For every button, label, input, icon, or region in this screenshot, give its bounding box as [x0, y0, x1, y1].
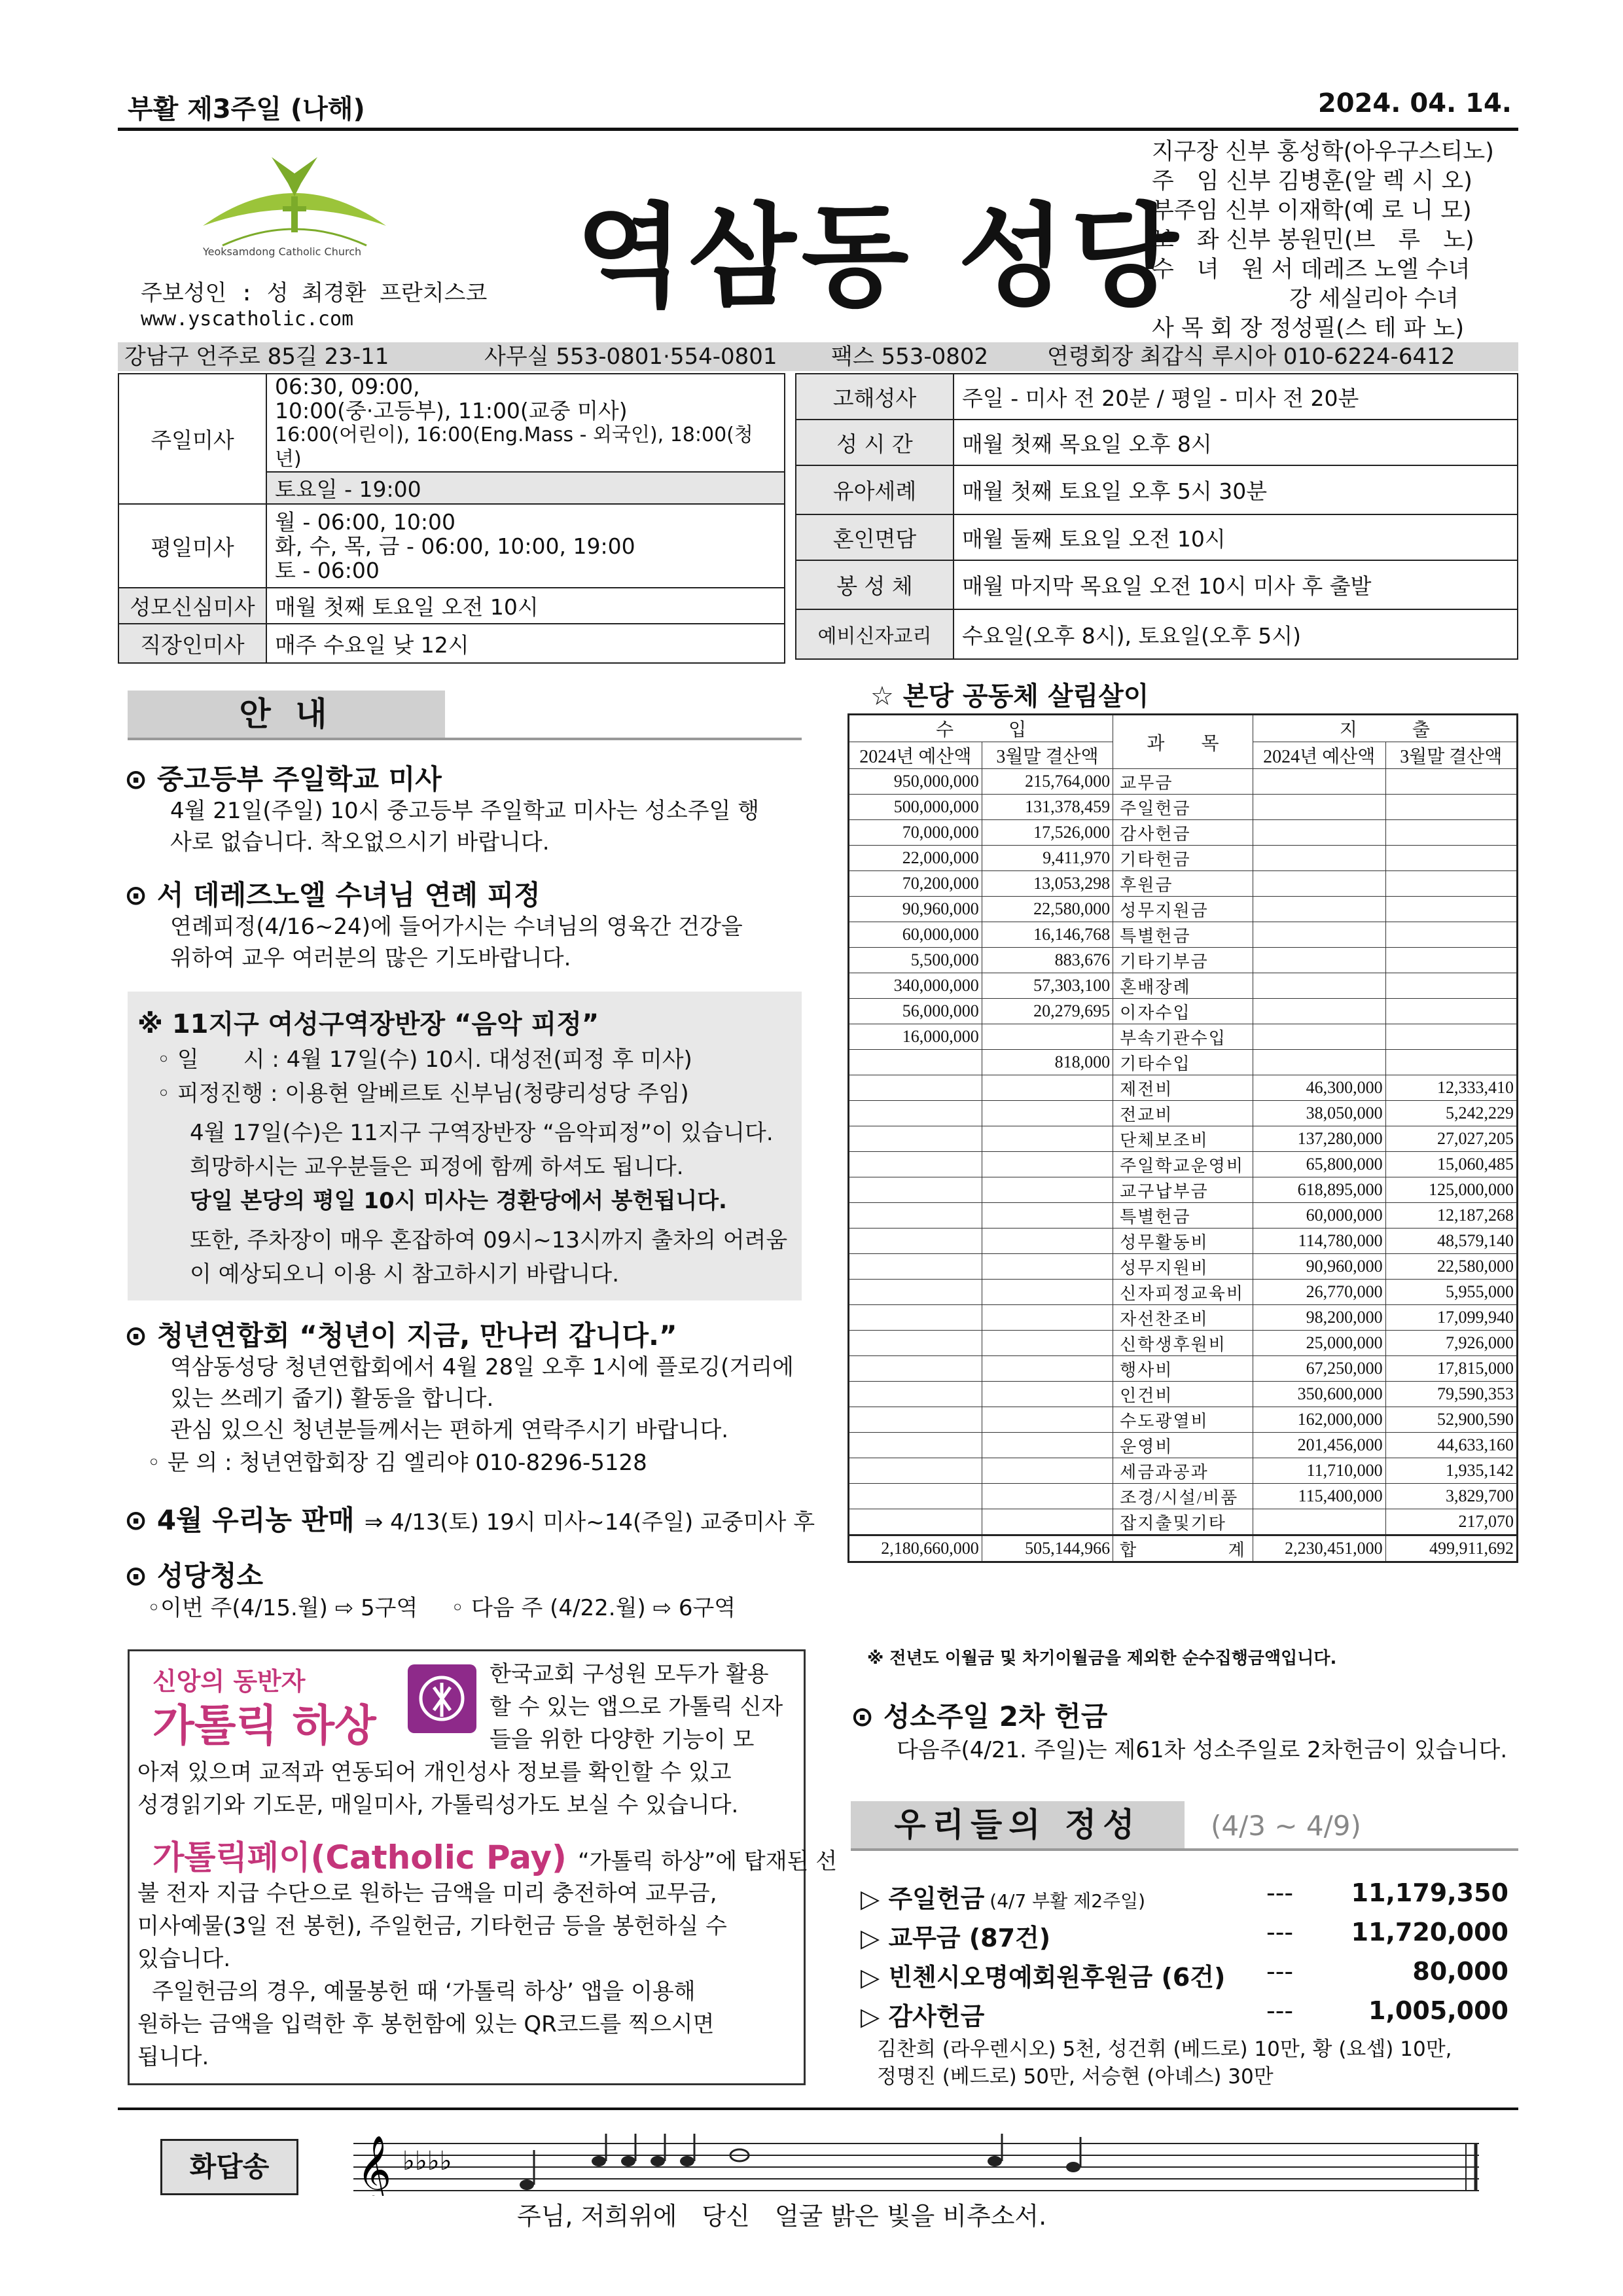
finance-amount	[982, 1458, 1113, 1484]
finance-subject: 성무지원비	[1113, 1254, 1253, 1280]
finance-amount: 1,935,142	[1385, 1458, 1517, 1484]
svg-text:𝄞: 𝄞	[357, 2135, 392, 2196]
finance-subject: 기타헌금	[1113, 846, 1253, 871]
finance-amount	[849, 1075, 982, 1101]
finance-amount	[849, 1484, 982, 1509]
finance-amount: 90,960,000	[849, 897, 982, 922]
response-lyrics: 주님, 저희위에 당신 얼굴 밝은 빛을 비추소서.	[517, 2202, 1047, 2231]
finance-amount: 215,764,000	[982, 769, 1113, 795]
staff-line: 강 세실리아 수녀	[1289, 286, 1459, 312]
finance-subject: 조경/시설/비품	[1113, 1484, 1253, 1509]
finance-amount: 17,815,000	[1385, 1356, 1517, 1382]
finance-amount: 65,800,000	[1253, 1152, 1385, 1177]
finance-amount	[982, 1331, 1113, 1356]
finance-subject: 행사비	[1113, 1356, 1253, 1382]
offering-list	[861, 1878, 1508, 2090]
finance-amount: 500,000,000	[849, 795, 982, 820]
total-cell: 2,230,451,000	[1253, 1535, 1385, 1562]
finance-amount: 340,000,000	[849, 973, 982, 999]
finance-amount: 22,580,000	[982, 897, 1113, 922]
finance-amount	[982, 1126, 1113, 1152]
finance-amount: 950,000,000	[849, 769, 982, 795]
finance-subject: 신자피정교육비	[1113, 1280, 1253, 1305]
finance-amount: 70,000,000	[849, 820, 982, 846]
notice-title: ⊙ 서 데레즈노엘 수녀님 연례 피정	[124, 879, 541, 911]
finance-amount	[1253, 1509, 1385, 1535]
staff-list	[1152, 137, 1494, 344]
notice-rule	[128, 738, 802, 740]
response-psalm-label: 화답송	[160, 2139, 298, 2195]
finance-subject: 주일헌금	[1113, 795, 1253, 820]
finance-row	[849, 1254, 1518, 1280]
finance-subject: 인건비	[1113, 1382, 1253, 1407]
finance-amount: 162,000,000	[1253, 1407, 1385, 1433]
sacrament-label: 성 시 간	[796, 420, 954, 465]
finance-amount: 79,590,353	[1385, 1382, 1517, 1407]
finance-row	[849, 948, 1518, 973]
sacrament-value: 매월 첫째 토요일 오후 5시 30분	[954, 465, 1518, 514]
subject-header: 과 목	[1113, 715, 1253, 769]
app-icon[interactable]	[408, 1664, 476, 1733]
finance-row	[849, 973, 1518, 999]
finance-amount: 13,053,298	[982, 871, 1113, 897]
sacrament-label: 유아세례	[796, 465, 954, 514]
office-phone: 사무실 553-0801·554-0801	[484, 344, 777, 370]
offering-period: (4/3 ~ 4/9)	[1211, 1810, 1361, 1842]
retreat-body: 4월 17일(수)은 11지구 구역장반장 “음악피정”이 있습니다. 희망하시는 교우분들은 피정에 함께 하셔도 됩니다. 당일 본당의 평일 10시 미사는 경환당에서 봉헌됩니다. 또한, 주차장이 매우 혼잡하여 09시~13시까지 출차의 어려움 이 예상되오니 이용 시 참고하시기 바랍니다.	[190, 1120, 788, 1287]
notice-body: 4월 21일(주일) 10시 중고등부 주일학교 미사는 성소주일 행 사로 없습니다. 착오없으시기 바랍니다.	[170, 798, 760, 855]
finance-amount: 20,279,695	[982, 999, 1113, 1024]
sacrament-value: 매월 첫째 목요일 오후 8시	[954, 420, 1518, 465]
finance-row	[849, 1356, 1518, 1382]
finance-amount	[982, 1433, 1113, 1458]
fax: 팩스 553-0802	[831, 344, 989, 370]
finance-amount	[982, 1509, 1113, 1535]
sacrament-label: 예비신자교리	[796, 609, 954, 659]
finance-amount	[1385, 820, 1517, 846]
finance-row	[849, 846, 1518, 871]
finance-amount	[1385, 999, 1517, 1024]
finance-amount	[849, 1382, 982, 1407]
youth-contact: ◦ 문 의 : 청년연합회장 김 엘리야 010-8296-5128	[147, 1450, 647, 1476]
finance-amount	[1385, 769, 1517, 795]
retreat-details: ◦ 일 시 : 4월 17일(수) 10시. 대성전(피정 후 미사) ◦ 피정진행 : 이용현 알베르토 신부님(청량리성당 주임)	[157, 1047, 692, 1107]
total-label: 합 계	[1113, 1535, 1253, 1562]
finance-subject: 신학생후원비	[1113, 1331, 1253, 1356]
finance-amount	[1253, 948, 1385, 973]
finance-amount	[1385, 846, 1517, 871]
finance-row	[849, 1152, 1518, 1177]
finance-amount: 125,000,000	[1385, 1177, 1517, 1203]
music-staff	[353, 2130, 1479, 2196]
finance-amount: 12,333,410	[1385, 1075, 1517, 1101]
offering-row: ▷ 주일헌금 (4/7 부활 제2주일) --- 11,179,350	[861, 1878, 1508, 1913]
finance-amount: 70,200,000	[849, 871, 982, 897]
finance-subject: 자선찬조비	[1113, 1305, 1253, 1331]
staff-line: 부주임 신부 이재학(예 로 니 모)	[1152, 198, 1472, 224]
sacrament-label: 혼인면담	[796, 514, 954, 560]
finance-subject: 감사헌금	[1113, 820, 1253, 846]
sacrament-label: 봉 성 체	[796, 560, 954, 609]
finance-amount: 350,600,000	[1253, 1382, 1385, 1407]
finance-amount: 67,250,000	[1253, 1356, 1385, 1382]
finance-row	[849, 1203, 1518, 1229]
vocation-text: 다음주(4/21. 주일)는 제61차 성소주일로 2차헌금이 있습니다.	[897, 1737, 1508, 1763]
finance-amount	[1385, 897, 1517, 922]
sunday-mass-times: 06:30, 09:00, 10:00(중·고등부), 11:00(교중 미사) 16:00(어린이), 16:00(Eng.Mass - 외국인), 18:00(청년)	[266, 374, 785, 472]
finance-row	[849, 999, 1518, 1024]
youth-body: 역삼동성당 청년연합회에서 4월 28일 오후 1시에 플로깅(거리에 있는 쓰레기 줍기) 활동을 합니다. 관심 있으신 청년분들께서는 편하게 연락주시기 바랍니다.	[170, 1354, 794, 1443]
expense-actual-header: 3월말 결산액	[1385, 742, 1517, 769]
total-cell: 2,180,660,000	[849, 1535, 982, 1562]
finance-amount	[1253, 922, 1385, 948]
finance-amount: 52,900,590	[1385, 1407, 1517, 1433]
finance-amount: 17,099,940	[1385, 1305, 1517, 1331]
finance-subject: 이자수입	[1113, 999, 1253, 1024]
finance-amount	[849, 1126, 982, 1152]
finance-amount	[982, 1152, 1113, 1177]
vocation-title: ⊙ 성소주일 2차 헌금	[851, 1700, 1108, 1732]
finance-amount: 131,378,459	[982, 795, 1113, 820]
finance-amount	[849, 1509, 982, 1535]
finance-row	[849, 922, 1518, 948]
offering-row: ▷ 감사헌금 --- 1,005,000	[861, 1996, 1508, 2031]
finance-subject: 세금과공과	[1113, 1458, 1253, 1484]
finance-row	[849, 1229, 1518, 1254]
logo-text: Yeoksamdong Catholic Church	[203, 245, 362, 258]
chi-rho-icon	[408, 1664, 476, 1733]
finance-amount: 25,000,000	[1253, 1331, 1385, 1356]
marian-mass: 매월 첫째 토요일 오전 10시	[266, 588, 785, 624]
youth-title: ⊙ 청년연합회 “청년이 지금, 만나러 갑니다.”	[124, 1319, 677, 1352]
finance-row	[849, 1509, 1518, 1535]
income-actual-header: 3월말 결산액	[982, 742, 1113, 769]
donor-list: 김찬희 (라우렌시오) 5천, 성건휘 (베드로) 10만, 황 (요셉) 10만, 정명진 (베드로) 50만, 서승현 (아녜스) 30만	[877, 2037, 1452, 2089]
finance-amount: 7,926,000	[1385, 1331, 1517, 1356]
finance-amount: 46,300,000	[1253, 1075, 1385, 1101]
finance-subject: 부속기관수입	[1113, 1024, 1253, 1050]
finance-amount	[849, 1101, 982, 1126]
finance-amount	[849, 1229, 982, 1254]
finance-subject: 운영비	[1113, 1433, 1253, 1458]
finance-amount: 5,955,000	[1385, 1280, 1517, 1305]
finance-amount: 9,411,970	[982, 846, 1113, 871]
finance-amount: 11,710,000	[1253, 1458, 1385, 1484]
finance-row	[849, 1101, 1518, 1126]
finance-row	[849, 1177, 1518, 1203]
finance-amount	[1385, 1050, 1517, 1075]
finance-amount: 38,050,000	[1253, 1101, 1385, 1126]
finance-amount	[1385, 1024, 1517, 1050]
offering-row: ▷ 빈첸시오명예회원후원금 (6건) --- 80,000	[861, 1957, 1508, 1992]
finance-amount: 57,303,100	[982, 973, 1113, 999]
finance-amount	[982, 1280, 1113, 1305]
finance-row	[849, 1433, 1518, 1458]
finance-amount	[849, 1331, 982, 1356]
retreat-box	[128, 992, 802, 1300]
finance-amount	[982, 1382, 1113, 1407]
finance-subject: 후원금	[1113, 871, 1253, 897]
finance-amount	[1253, 973, 1385, 999]
finance-amount: 60,000,000	[1253, 1203, 1385, 1229]
finance-amount	[982, 1229, 1113, 1254]
offering-row: ▷ 교무금 (87건) --- 11,720,000	[861, 1918, 1508, 1952]
finance-subject: 성무활동비	[1113, 1229, 1253, 1254]
finance-amount	[1253, 871, 1385, 897]
finance-subject: 제전비	[1113, 1075, 1253, 1101]
app-desc: 아져 있으며 교적과 연동되어 개인성사 정보를 확인할 수 있고 성경읽기와 기도문, 매일미사, 가톨릭성가도 보실 수 있습니다.	[137, 1759, 739, 1818]
staff-line: 사 목 회 장 정성필(스 테 파 노)	[1152, 315, 1465, 342]
finance-amount	[1385, 948, 1517, 973]
finance-amount	[1253, 1024, 1385, 1050]
finance-amount: 26,770,000	[1253, 1280, 1385, 1305]
offering-rule	[851, 1848, 1518, 1851]
marian-mass-label: 성모신심미사	[118, 588, 266, 624]
sacrament-value: 주일 - 미사 전 20분 / 평일 - 미사 전 20분	[954, 374, 1518, 420]
finance-amount: 60,000,000	[849, 922, 982, 948]
finance-amount	[1253, 1050, 1385, 1075]
finance-note: ※ 전년도 이월금 및 차기이월금을 제외한 순수집행금액입니다.	[867, 1649, 1337, 1668]
finance-amount: 818,000	[982, 1050, 1113, 1075]
finance-amount: 48,579,140	[1385, 1229, 1517, 1254]
sacrament-value: 매월 둘째 토요일 오전 10시	[954, 514, 1518, 560]
finance-table	[847, 713, 1518, 1563]
finance-row	[849, 871, 1518, 897]
sacrament-label: 고해성사	[796, 374, 954, 420]
finance-amount	[849, 1433, 982, 1458]
address-bar	[118, 342, 1518, 371]
total-cell: 499,911,692	[1385, 1535, 1517, 1562]
expense-budget-header: 2024년 예산액	[1253, 742, 1385, 769]
finance-subject: 기타수입	[1113, 1050, 1253, 1075]
finance-amount	[849, 1280, 982, 1305]
finance-subject: 성무지원금	[1113, 897, 1253, 922]
finance-row	[849, 1280, 1518, 1305]
finance-amount: 618,895,000	[1253, 1177, 1385, 1203]
finance-row	[849, 1075, 1518, 1101]
notice-title: ⊙ 중고등부 주일학교 미사	[124, 763, 442, 795]
finance-amount	[1253, 846, 1385, 871]
liturgical-day: 부활 제3주일 (나해)	[128, 94, 365, 124]
sacrament-value: 수요일(오후 8시), 토요일(오후 5시)	[954, 609, 1518, 659]
finance-row	[849, 1331, 1518, 1356]
app-promo-box	[128, 1649, 838, 2085]
income-header: 수 입	[849, 715, 1113, 742]
finance-row	[849, 820, 1518, 846]
finance-amount	[1253, 897, 1385, 922]
finance-amount	[982, 1484, 1113, 1509]
sacrament-table	[795, 373, 1518, 660]
finance-amount: 12,187,268	[1385, 1203, 1517, 1229]
finance-subject: 잡지출및기타	[1113, 1509, 1253, 1535]
weekday-mass-label: 평일미사	[118, 504, 266, 588]
offering-heading: 우리들의 정성	[851, 1801, 1185, 1848]
total-cell: 505,144,966	[982, 1535, 1113, 1562]
finance-amount	[982, 1024, 1113, 1050]
app-tag: 신앙의 동반자	[152, 1667, 306, 1696]
sunday-mass-label: 주일미사	[118, 374, 266, 504]
finance-row	[849, 769, 1518, 795]
finance-amount	[1253, 795, 1385, 820]
finance-amount: 5,500,000	[849, 948, 982, 973]
farm-notice: ⊙ 4월 우리농 판매 ⇒ 4/13(토) 19시 미사~14(주일) 교중미사 후	[124, 1504, 815, 1536]
federation-contact: 연령회장 최갑식 루시아 010-6224-6412	[1047, 344, 1455, 370]
finance-amount: 201,456,000	[1253, 1433, 1385, 1458]
finance-row	[849, 1305, 1518, 1331]
weekday-mass-times: 월 - 06:00, 10:00 화, 수, 목, 금 - 06:00, 10:00, 19:00 토 - 06:00	[266, 504, 785, 588]
finance-amount	[982, 1101, 1113, 1126]
finance-row	[849, 1050, 1518, 1075]
finance-row	[849, 1458, 1518, 1484]
finance-amount: 22,580,000	[1385, 1254, 1517, 1280]
finance-amount	[982, 1407, 1113, 1433]
finance-row	[849, 1382, 1518, 1407]
finance-amount	[982, 1075, 1113, 1101]
cleaning-title: ⊙ 성당청소	[124, 1560, 264, 1592]
pay-heading: 가톨릭페이(Catholic Pay) “가톨릭 하상”에 탑재된 선	[152, 1839, 838, 1876]
finance-amount: 98,200,000	[1253, 1305, 1385, 1331]
finance-amount	[1253, 769, 1385, 795]
income-budget-header: 2024년 예산액	[849, 742, 982, 769]
staff-line: 지구장 신부 홍성학(아우구스티노)	[1152, 139, 1494, 165]
worker-mass: 매주 수요일 낮 12시	[266, 624, 785, 663]
finance-amount: 16,000,000	[849, 1024, 982, 1050]
finance-amount	[849, 1407, 982, 1433]
finance-amount	[982, 1254, 1113, 1280]
church-logo	[196, 147, 393, 272]
music-notes-icon	[353, 2130, 1479, 2196]
notice-heading: 안 내	[128, 691, 445, 738]
finance-amount: 16,146,768	[982, 922, 1113, 948]
finance-amount: 22,000,000	[849, 846, 982, 871]
finance-row	[849, 1126, 1518, 1152]
finance-amount	[1385, 871, 1517, 897]
finance-amount: 90,960,000	[1253, 1254, 1385, 1280]
finance-amount	[849, 1305, 982, 1331]
finance-amount	[1253, 999, 1385, 1024]
staff-line: 보 좌 신부 봉원민(브 루 노)	[1152, 227, 1474, 253]
finance-subject: 기타기부금	[1113, 948, 1253, 973]
worker-mass-label: 직장인미사	[118, 624, 266, 663]
finance-subject: 특별헌금	[1113, 922, 1253, 948]
finance-rows	[849, 769, 1518, 1535]
finance-heading: ☆ 본당 공동체 살림살이	[870, 681, 1149, 711]
finance-subject: 혼배장례	[1113, 973, 1253, 999]
retreat-title: ※ 11지구 여성구역장반장 “음악 피정”	[137, 1009, 599, 1039]
finance-amount: 3,829,700	[1385, 1484, 1517, 1509]
finance-amount	[982, 1177, 1113, 1203]
church-name: 역삼동 성당	[576, 192, 1184, 322]
sacrament-value: 매월 마지막 목요일 오전 10시 미사 후 출발	[954, 560, 1518, 609]
finance-subject: 단체보조비	[1113, 1126, 1253, 1152]
finance-subject: 수도광열비	[1113, 1407, 1253, 1433]
finance-amount	[1385, 795, 1517, 820]
pay-desc: 불 전자 지급 수단으로 원하는 금액을 미리 충전하여 교무금, 미사예물(3일 전 봉헌), 주일헌금, 기타헌금 등을 봉헌하실 수 있습니다. 주일헌금의 경우, 예물봉헌 때 ‘가톨릭 하상’ 앱을 이용해 원하는 금액을 입력한 후 봉헌함에 있는 QR코드를 찍으시면 됩니다.	[137, 1880, 727, 2070]
address: 강남구 언주로 85길 23-11	[124, 344, 389, 370]
app-name: 가톨릭 하상	[152, 1700, 376, 1751]
finance-amount: 137,280,000	[1253, 1126, 1385, 1152]
staff-line: 수 녀 원 서 데레즈 노엘 수녀	[1152, 257, 1471, 283]
svg-text:♭♭♭♭: ♭♭♭♭	[402, 2146, 452, 2176]
finance-amount	[982, 1356, 1113, 1382]
finance-amount	[849, 1254, 982, 1280]
finance-amount	[982, 1203, 1113, 1229]
finance-subject: 주일학교운영비	[1113, 1152, 1253, 1177]
finance-amount	[1253, 820, 1385, 846]
finance-amount: 5,242,229	[1385, 1101, 1517, 1126]
finance-row	[849, 795, 1518, 820]
finance-amount: 17,526,000	[982, 820, 1113, 846]
app-desc-right: 한국교회 구성원 모두가 활용 할 수 있는 앱으로 가톨릭 신자 들을 위한 다양한 기능이 모	[490, 1661, 783, 1753]
notice-body: 연례피정(4/16~24)에 들어가시는 수녀님의 영육간 건강을 위하여 교우 여러분의 많은 기도바랍니다.	[170, 914, 743, 971]
finance-subject: 교무금	[1113, 769, 1253, 795]
finance-amount: 114,780,000	[1253, 1229, 1385, 1254]
finance-amount: 883,676	[982, 948, 1113, 973]
cleaning-schedule: ◦이번 주(4/15.월) ⇨ 5구역 ◦ 다음 주 (4/22.월) ⇨ 6구역	[147, 1595, 736, 1621]
finance-amount	[849, 1152, 982, 1177]
finance-amount: 15,060,485	[1385, 1152, 1517, 1177]
expense-header: 지 출	[1253, 715, 1517, 742]
finance-row	[849, 1024, 1518, 1050]
finance-amount: 217,070	[1385, 1509, 1517, 1535]
finance-amount	[1385, 973, 1517, 999]
footer-rule	[118, 2108, 1518, 2110]
bulletin-date: 2024. 04. 14.	[1317, 88, 1512, 118]
finance-amount	[849, 1203, 982, 1229]
finance-amount	[982, 1305, 1113, 1331]
header-rule	[118, 128, 1518, 131]
website-link[interactable]: www.yscatholic.com	[141, 308, 354, 331]
finance-subject: 교구납부금	[1113, 1177, 1253, 1203]
finance-row	[849, 897, 1518, 922]
finance-amount	[1385, 922, 1517, 948]
saturday-mass: 토요일 - 19:00	[266, 472, 785, 504]
finance-amount	[849, 1050, 982, 1075]
finance-amount	[849, 1458, 982, 1484]
finance-subject: 전교비	[1113, 1101, 1253, 1126]
finance-amount: 27,027,205	[1385, 1126, 1517, 1152]
finance-row	[849, 1407, 1518, 1433]
finance-amount: 56,000,000	[849, 999, 982, 1024]
finance-amount: 44,633,160	[1385, 1433, 1517, 1458]
patron-saint: 주보성인 : 성 최경환 프란치스코	[141, 280, 488, 306]
staff-line: 주 임 신부 김병훈(알 렉 시 오)	[1152, 168, 1472, 194]
mass-table-left	[118, 373, 785, 664]
finance-amount	[849, 1177, 982, 1203]
finance-amount	[849, 1356, 982, 1382]
finance-amount: 115,400,000	[1253, 1484, 1385, 1509]
finance-subject: 특별헌금	[1113, 1203, 1253, 1229]
finance-row	[849, 1484, 1518, 1509]
